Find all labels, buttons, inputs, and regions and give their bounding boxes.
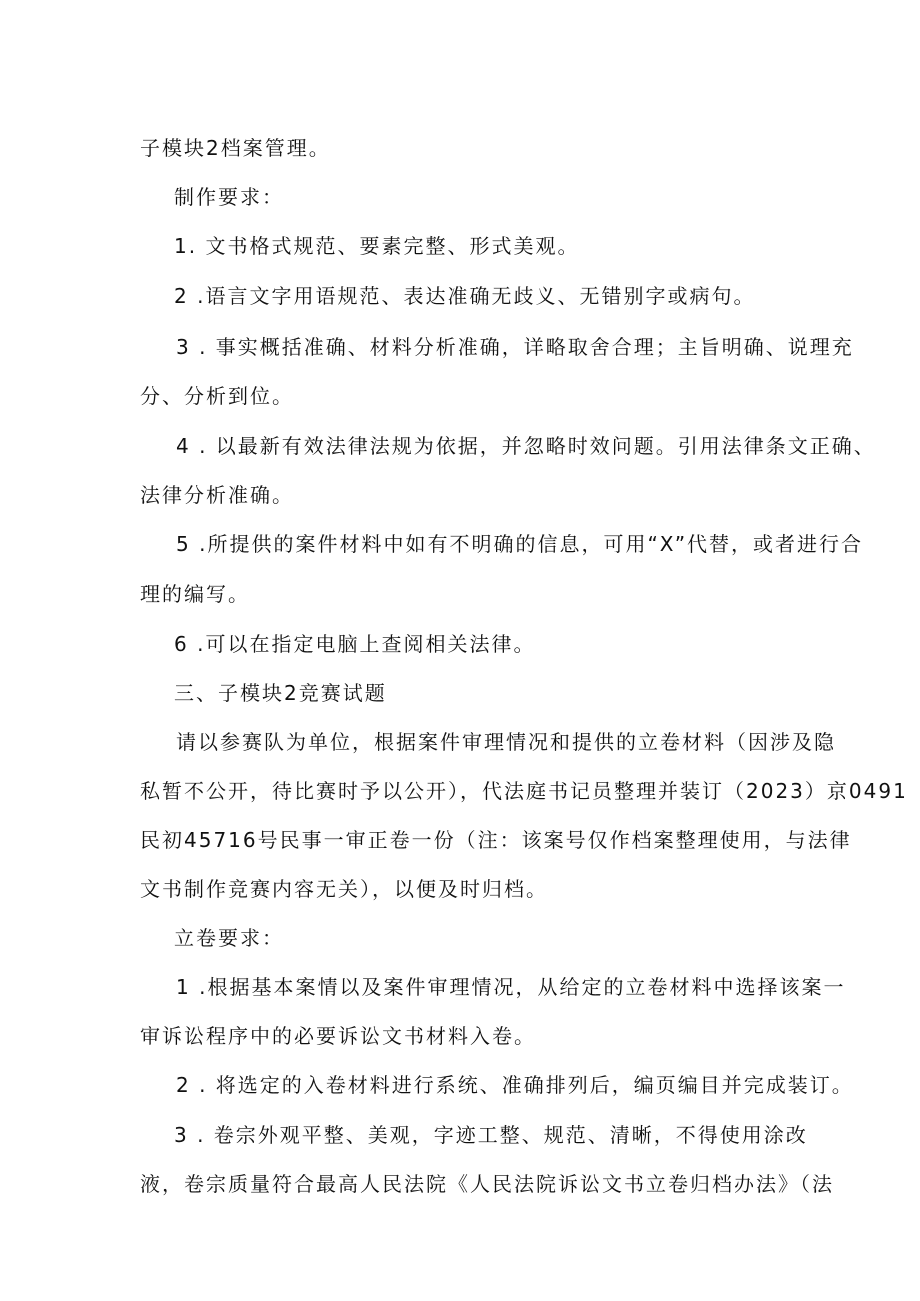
text-line-task-paragraph-3: 民初45716号民事一审正卷一份（注：该案号仅作档案整理使用，与法律 bbox=[140, 828, 852, 852]
text-line-filing-requirement-2: 2 . 将选定的入卷材料进行系统、准确排列后，编页编目并完成装订。 bbox=[176, 1073, 854, 1097]
text-line-task-paragraph-4: 文书制作竞赛内容无关），以便及时归档。 bbox=[140, 877, 548, 901]
text-line-task-paragraph-2: 私暂不公开，待比赛时予以公开），代法庭书记员整理并装订（2023）京0491 bbox=[140, 779, 908, 803]
text-line-task-paragraph-1: 请以参赛队为单位，根据案件审理情况和提供的立卷材料（因涉及隐 bbox=[176, 730, 836, 754]
text-line-requirement-3-cont: 分、分析到位。 bbox=[140, 384, 294, 408]
text-line-requirement-3: 3 . 事实概括准确、材料分析准确，详略取舍合理；主旨明确、说理充 bbox=[176, 335, 854, 359]
text-line-requirement-5: 5 .所提供的案件材料中如有不明确的信息，可用“X”代替，或者进行合 bbox=[176, 532, 864, 556]
text-line-filing-requirement-1: 1 .根据基本案情以及案件审理情况，从给定的立卷材料中选择该案一 bbox=[176, 975, 846, 999]
text-line-requirement-2: 2 .语言文字用语规范、表达准确无歧义、无错别字或病句。 bbox=[174, 284, 756, 308]
text-line-requirement-1: 1. 文书格式规范、要素完整、形式美观。 bbox=[174, 234, 580, 258]
text-line-filing-requirement-3-cont: 液，卷宗质量符合最高人民法院《人民法院诉讼文书立卷归档办法》（法 bbox=[140, 1172, 834, 1196]
text-line-filing-requirements-heading: 立卷要求： bbox=[174, 926, 284, 950]
text-line-requirement-6: 6 .可以在指定电脑上查阅相关法律。 bbox=[174, 632, 536, 656]
text-line-filing-requirement-3: 3 . 卷宗外观平整、美观，字迹工整、规范、清晰，不得使用涂改 bbox=[174, 1123, 808, 1147]
text-line-requirement-4: 4 . 以最新有效法律法规为依据，并忽略时效问题。引用法律条文正确、 bbox=[176, 434, 876, 458]
text-line-requirement-4-cont: 法律分析准确。 bbox=[140, 483, 294, 507]
text-line-production-requirements-heading: 制作要求： bbox=[174, 185, 284, 209]
text-line-module-title: 子模块2档案管理。 bbox=[140, 136, 331, 160]
text-line-requirement-5-cont: 理的编写。 bbox=[140, 582, 250, 606]
text-line-section-three-heading: 三、子模块2竞赛试题 bbox=[174, 681, 387, 705]
text-line-filing-requirement-1-cont: 审诉讼程序中的必要诉讼文书材料入卷。 bbox=[140, 1024, 536, 1048]
